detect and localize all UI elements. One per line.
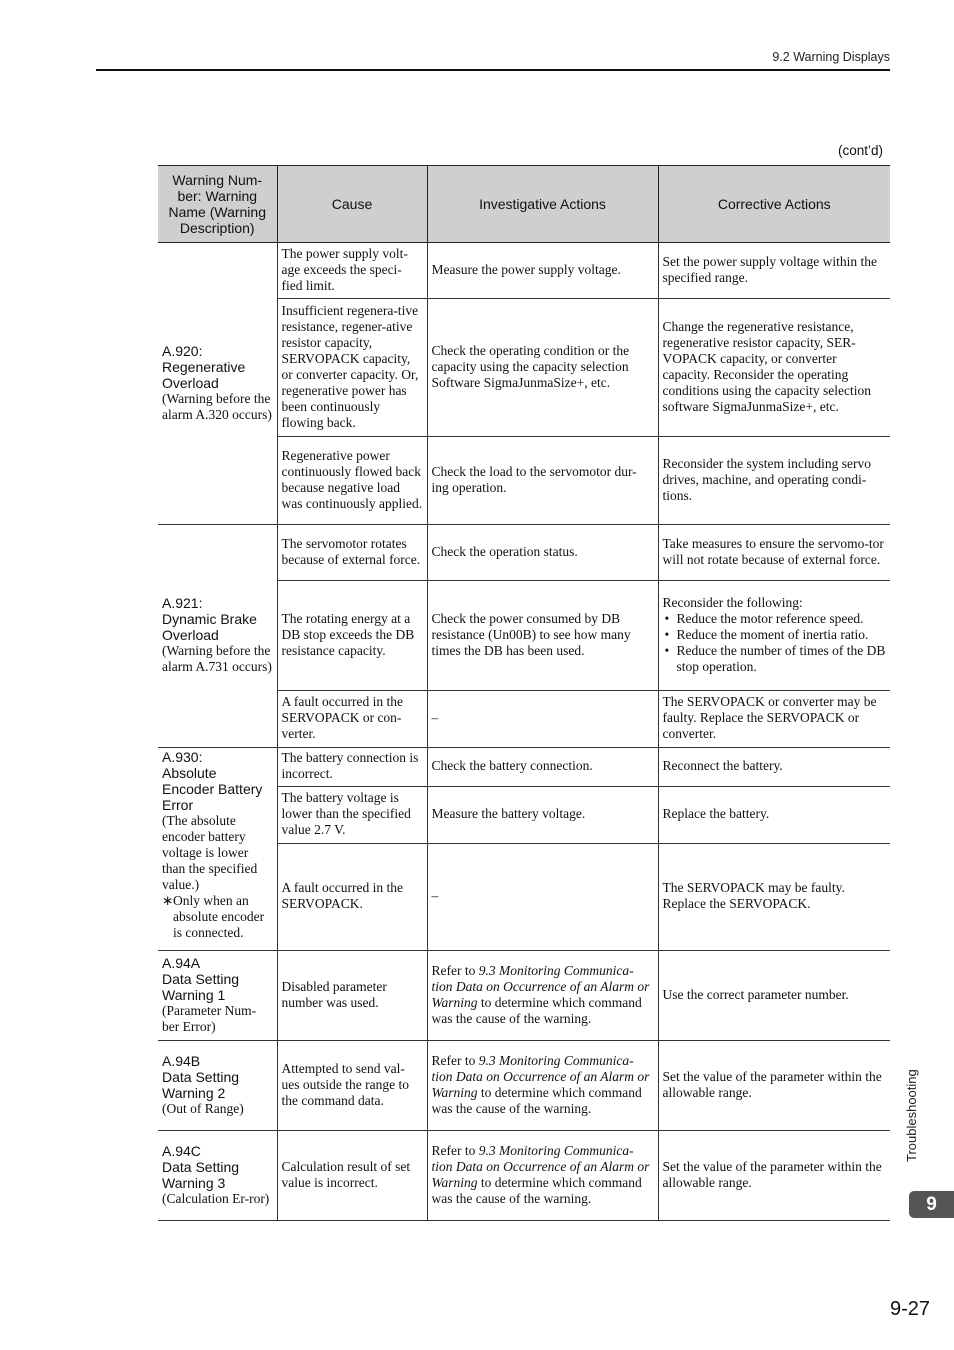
- refer-suffix: to determine which command was the cause of the warning.: [431, 1084, 642, 1116]
- investigative-cell: Check the battery connection.: [427, 748, 658, 787]
- table-row: [158, 1041, 890, 1131]
- running-header: 9.2 Warning Displays: [772, 50, 890, 64]
- investigative-cell: Check the operation status.: [427, 525, 658, 581]
- bullet-icon: •: [664, 610, 670, 626]
- header-warning-number: [158, 166, 277, 243]
- list-item-text: Reduce the number of times of the DB stop operation.: [676, 642, 886, 674]
- warning-cell-a921: [158, 525, 277, 748]
- bullet-icon: •: [664, 626, 670, 642]
- table-row: [158, 1131, 890, 1221]
- warning-code: A.94A: [162, 954, 201, 971]
- warning-description: (Calculation Er-ror): [162, 1190, 270, 1206]
- corrective-cell: Set the value of the parameter within the allowable range.: [658, 1041, 890, 1131]
- warning-code: A.94C: [162, 1142, 201, 1159]
- investigative-cell: –: [427, 691, 658, 748]
- corrective-cell: Take measures to ensure the servomo-tor will not rotate because of external force.: [658, 525, 890, 581]
- warning-name: Data Setting: [162, 1068, 240, 1085]
- warning-name: Data Setting: [162, 1158, 240, 1175]
- warning-name: Encoder Battery: [162, 781, 263, 797]
- investigative-cell: Check the power consumed by DB resistance (Un00B) to see how many times the DB has been used.: [427, 581, 658, 691]
- warning-code: A.920:: [162, 342, 203, 359]
- chapter-side-label-text: Troubleshooting: [904, 1069, 919, 1162]
- list-item: [663, 627, 887, 643]
- cause-cell: The battery connection is incorrect.: [277, 748, 427, 787]
- warning-cell-a94b: [158, 1041, 277, 1131]
- warning-name: Absolute: [162, 765, 217, 781]
- table-row: [158, 243, 890, 299]
- warning-description: (Parameter Num-ber Error): [162, 1002, 257, 1034]
- refer-suffix: to determine which command was the cause of the warning.: [431, 1174, 642, 1206]
- list-item-text: Reduce the motor reference speed.: [676, 610, 864, 626]
- warning-name: Warning 3: [162, 1174, 226, 1191]
- corrective-cell: Set the power supply voltage within the specified range.: [658, 243, 890, 299]
- section-link[interactable]: 9.3 Monitoring Communica-tion Data on Occurrence of an Alarm or Warning: [431, 1052, 650, 1100]
- investigative-cell: [427, 1041, 658, 1131]
- investigative-cell: [427, 951, 658, 1041]
- cause-cell: A fault occurred in the SERVOPACK.: [277, 844, 427, 951]
- warning-code: A.930:: [162, 749, 203, 765]
- cause-cell: Regenerative power continuously flowed back because negative load was continuously applied.: [277, 437, 427, 525]
- chapter-side-label: [904, 1069, 919, 1162]
- investigative-cell: Check the load to the servomotor dur-ing operation.: [427, 437, 658, 525]
- chapter-tab: 9: [909, 1191, 954, 1218]
- corrective-intro: Reconsider the following:: [662, 594, 803, 610]
- footnote: [162, 893, 273, 941]
- page-number: 9-27: [889, 1298, 930, 1320]
- investigative-cell: [427, 1131, 658, 1221]
- corrective-cell: Reconnect the battery.: [658, 748, 890, 787]
- header-line: ber: Warning: [177, 188, 258, 204]
- cause-cell: Insufficient regenera-tive resistance, regener-ative resistor capacity, SERVOPACK capacity, or converter capacity. Or, regenerative power has been continuously flowing back.: [277, 299, 427, 437]
- warning-name: Dynamic Brake: [162, 611, 257, 627]
- warning-table: [158, 165, 890, 1221]
- corrective-cell: [658, 581, 890, 691]
- cause-cell: Disabled parameter number was used.: [277, 951, 427, 1041]
- warning-name: Data Setting: [162, 970, 240, 987]
- cause-cell: Calculation result of set value is incorrect.: [277, 1131, 427, 1221]
- cause-cell: A fault occurred in the SERVOPACK or con-verter.: [277, 691, 427, 748]
- warning-code: A.94B: [162, 1052, 201, 1069]
- cause-cell: The battery voltage is lower than the specified value 2.7 V.: [277, 787, 427, 844]
- corrective-cell: Reconsider the system including servo drives, machine, and operating condi-tions.: [658, 437, 890, 525]
- warning-cell-a920: [158, 243, 277, 525]
- investigative-cell: Measure the power supply voltage.: [427, 243, 658, 299]
- section-link[interactable]: 9.3 Monitoring Communica-tion Data on Occurrence of an Alarm or Warning: [431, 962, 650, 1010]
- asterisk-icon: ∗: [162, 893, 174, 908]
- header-corrective: Corrective Actions: [658, 166, 890, 243]
- corrective-cell: Set the value of the parameter within the allowable range.: [658, 1131, 890, 1221]
- warning-cell-a94a: [158, 951, 277, 1041]
- table-row: [158, 525, 890, 581]
- bullet-icon: •: [664, 642, 670, 658]
- cause-cell: The power supply volt-age exceeds the speci-fied limit.: [277, 243, 427, 299]
- table-row: [158, 951, 890, 1041]
- investigative-cell: Measure the battery voltage.: [427, 787, 658, 844]
- warning-name: Overload: [162, 627, 219, 643]
- warning-description: (Warning before the alarm A.320 occurs): [162, 390, 272, 422]
- header-line: Name (Warning: [168, 204, 266, 220]
- table-row: [158, 748, 890, 787]
- refer-prefix: Refer to: [431, 1142, 479, 1158]
- list-item: [663, 611, 887, 627]
- warning-cell-a930: [158, 748, 277, 951]
- header-investigative: Investigative Actions: [427, 166, 658, 243]
- list-item: [663, 643, 887, 675]
- footnote-text: Only when an absolute encoder is connected.: [173, 893, 265, 940]
- cause-cell: The servomotor rotates because of external force.: [277, 525, 427, 581]
- warning-cell-a94c: [158, 1131, 277, 1221]
- corrective-cell: The SERVOPACK or converter may be faulty. Replace the SERVOPACK or converter.: [658, 691, 890, 748]
- refer-suffix: to determine which command was the cause of the warning.: [431, 994, 642, 1026]
- warning-name: Warning 1: [162, 986, 226, 1003]
- warning-name: Warning 2: [162, 1084, 226, 1101]
- list-item-text: Reduce the moment of inertia ratio.: [676, 626, 869, 642]
- warning-code: A.921:: [162, 595, 203, 611]
- corrective-list: [663, 611, 887, 675]
- investigative-cell: Check the operating condition or the capacity using the capacity selection Software SigmaJunmaSize+, etc.: [427, 299, 658, 437]
- refer-prefix: Refer to: [431, 962, 479, 978]
- header-cause: Cause: [277, 166, 427, 243]
- warning-name: Overload: [162, 374, 219, 391]
- corrective-cell: Change the regenerative resistance, regenerative resistor capacity, SER-VOPACK capacity, or converter capacity. Reconsider the operating conditions using the capacity selection software SigmaJunmaSize+, etc.: [658, 299, 890, 437]
- cause-cell: Attempted to send val-ues outside the range to the command data.: [277, 1041, 427, 1131]
- warning-description: (Out of Range): [162, 1100, 244, 1116]
- warning-description: (The absolute encoder battery voltage is lower than the specified value.): [162, 813, 258, 892]
- corrective-cell: Replace the battery.: [658, 787, 890, 844]
- investigative-cell: –: [427, 844, 658, 951]
- corrective-cell: Use the correct parameter number.: [658, 951, 890, 1041]
- continued-label: (cont’d): [837, 143, 883, 158]
- header-rule: [96, 69, 890, 71]
- header-line: Warning Num-: [172, 172, 263, 188]
- table-header-row: [158, 166, 890, 243]
- section-link[interactable]: 9.3 Monitoring Communica-tion Data on Occurrence of an Alarm or Warning: [431, 1142, 650, 1190]
- warning-name: Error: [162, 797, 194, 813]
- refer-prefix: Refer to: [431, 1052, 479, 1068]
- cause-cell: The rotating energy at a DB stop exceeds the DB resistance capacity.: [277, 581, 427, 691]
- warning-description: (Warning before the alarm A.731 occurs): [162, 643, 272, 674]
- corrective-cell: The SERVOPACK may be faulty. Replace the SERVOPACK.: [658, 844, 890, 951]
- warning-name: Regenerative: [162, 358, 246, 375]
- header-line: Description): [179, 220, 255, 236]
